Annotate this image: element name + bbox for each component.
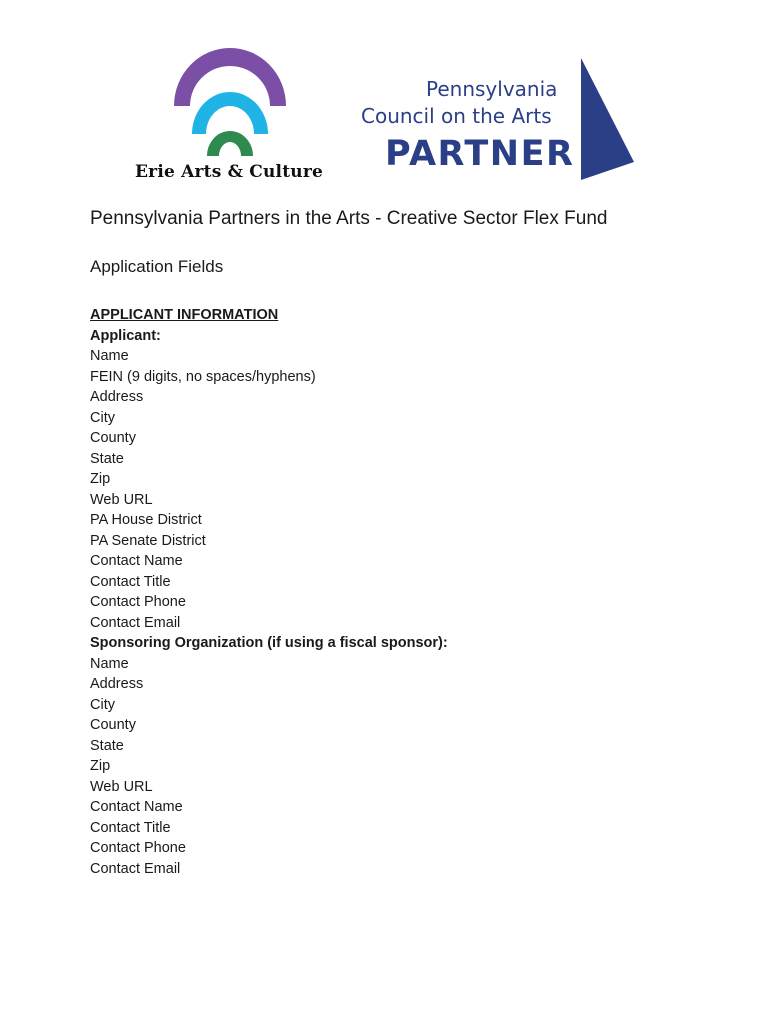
field-item: Address: [90, 389, 144, 405]
field-item: PA Senate District: [90, 532, 206, 549]
field-item: County: [90, 717, 136, 733]
pca-logo-line2: Council on the Arts: [361, 104, 552, 128]
field-item: Contact Name: [90, 553, 183, 569]
field-item: Web URL: [90, 491, 153, 508]
field-item: Web URL: [90, 778, 153, 795]
field-item: Name: [90, 348, 129, 364]
field-item: State: [90, 450, 124, 467]
application-fields: [90, 305, 690, 879]
pca-logo-partner: PARTNER: [385, 134, 575, 174]
field-item: City: [90, 409, 115, 426]
field-item: Contact Title: [90, 573, 171, 590]
field-item: County: [90, 430, 136, 446]
pca-sail-icon: [579, 58, 635, 180]
field-item: Contact Name: [90, 799, 183, 815]
field-item: PA House District: [90, 512, 202, 528]
erie-arts-culture-logo: [130, 44, 323, 184]
field-item: State: [90, 737, 124, 754]
document-subtitle: Application Fields: [90, 257, 224, 276]
field-item: Zip: [90, 758, 111, 774]
sponsor-heading: Sponsoring Organization (if using a fiscal sponsor):: [90, 635, 448, 651]
field-item: City: [90, 696, 115, 713]
erie-logo-wordmark: Erie Arts & Culture: [135, 162, 323, 182]
applicant-heading: Applicant:: [90, 327, 161, 344]
erie-arches-icon: [160, 44, 300, 156]
field-item: Contact Title: [90, 819, 171, 836]
document-title: Pennsylvania Partners in the Arts - Creative Sector Flex Fund: [90, 208, 608, 229]
pca-partner-logo: [355, 58, 645, 183]
field-item: Address: [90, 676, 144, 692]
applicant-field-list: [90, 346, 690, 633]
sponsor-field-list: [90, 654, 690, 880]
field-item: Contact Email: [90, 860, 181, 877]
section-heading-applicant-information: APPLICANT INFORMATION: [90, 307, 279, 323]
field-item: Name: [90, 655, 129, 672]
field-item: Zip: [90, 471, 111, 487]
field-item: Contact Phone: [90, 594, 186, 610]
field-item: Contact Phone: [90, 840, 186, 856]
field-item: FEIN (9 digits, no spaces/hyphens): [90, 368, 316, 385]
field-item: Contact Email: [90, 614, 181, 631]
pca-logo-line1: Pennsylvania: [426, 77, 558, 101]
